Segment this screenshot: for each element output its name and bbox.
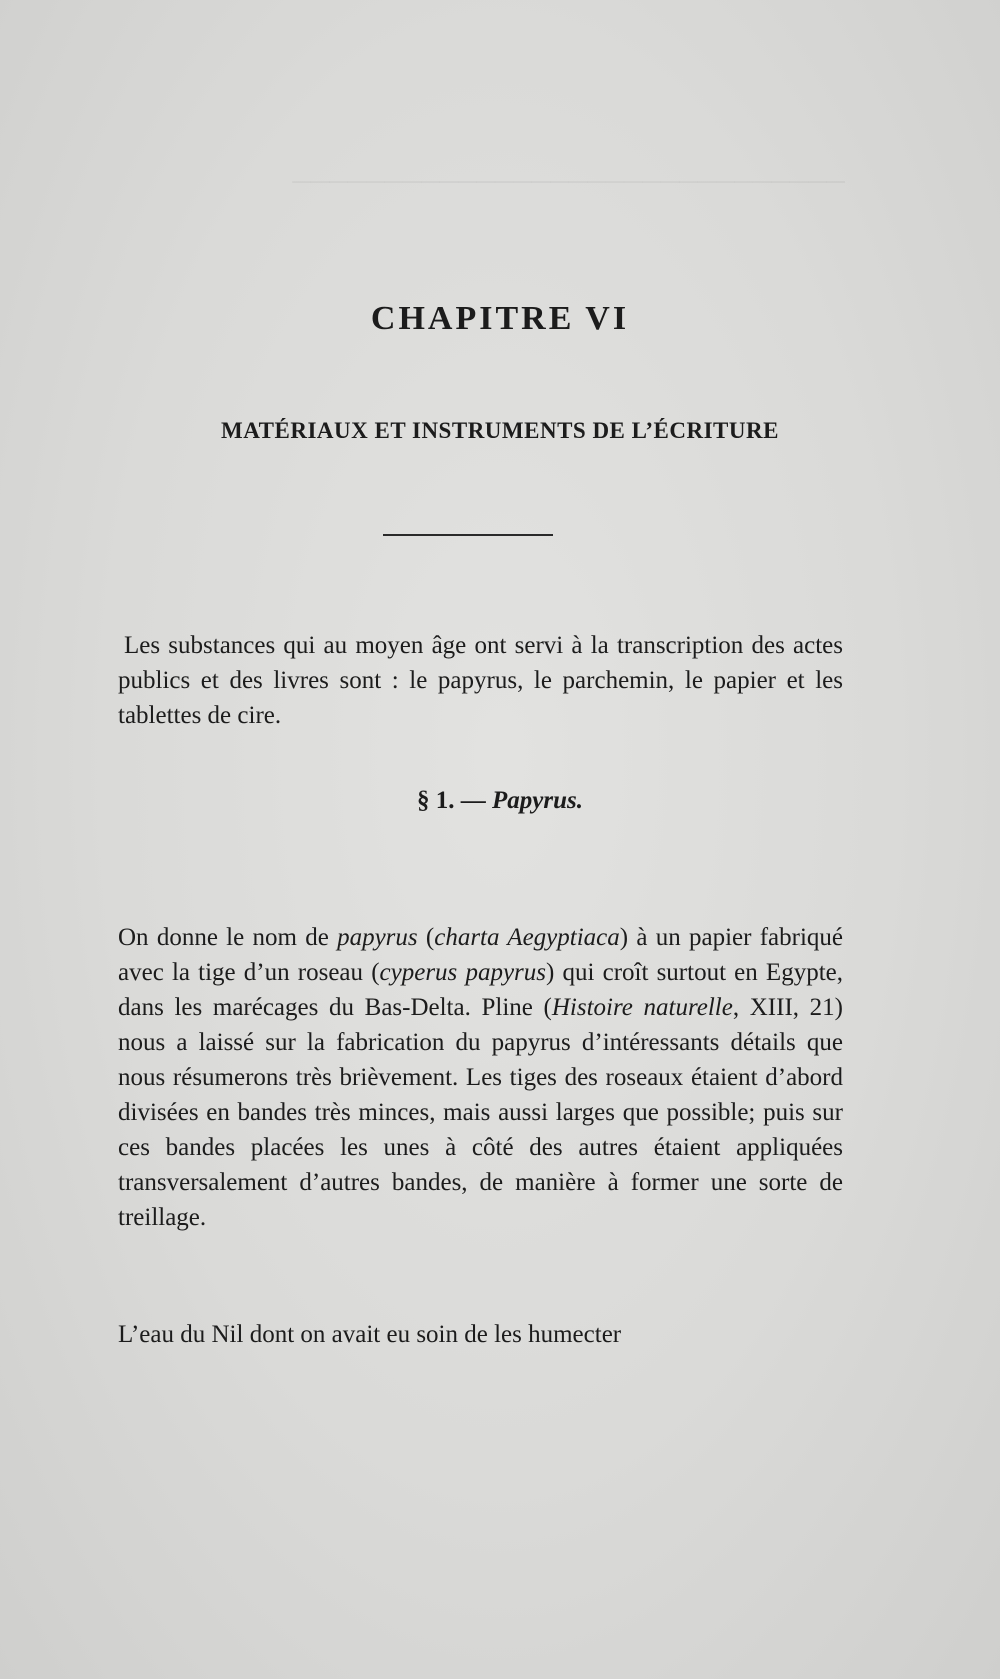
body-text: ) qui croît surtout en Egypte, dans les marécages du Bas-Delta. Pline ( [118, 959, 843, 1021]
body-italic: cyperus papyrus [379, 959, 546, 986]
body-paragraph-2: L’eau du Nil dont on avait eu soin de les humecter [118, 1321, 622, 1348]
chapter-title: CHAPITRE VI [370, 300, 630, 337]
title-divider [383, 534, 553, 536]
show-through-texture: ────────────────────────────── [292, 167, 845, 196]
body-text: On donne le nom de [118, 924, 338, 951]
body-text: , XIII, 21) nous a laissé sur la fabrication du papyrus d’intéressants détails que nous résumerons très brièvement. Les tiges des roseaux étaient d’abord divisées en bandes très minces, mais aussi larges que possible; puis sur ces bandes placées les unes à côté des autres étaient appliquées transversalement d’autres bandes, de manière à former une sorte de treillage. [118, 994, 843, 1231]
section-heading [0, 787, 1000, 815]
chapter-subtitle: MATÉRIAUX ET INSTRUMENTS DE L’ÉCRITURE [221, 418, 779, 443]
body-text: ( [417, 924, 435, 951]
body-italic: papyrus [337, 924, 418, 951]
body-text: ) à un papier fabriqué avec la tige d’un roseau ( [118, 924, 843, 986]
intro-paragraph: Les substances qui au moyen âge ont servi à la transcription des actes publics et des livres sont : le papyrus, le parchemin, le papier et les tablettes de cire. [118, 632, 843, 729]
body-italic: Histoire naturelle [551, 994, 733, 1021]
body-italic: charta Aegyptiaca [434, 924, 620, 951]
section-number: § 1. — [417, 787, 486, 814]
body-paragraph-1 [118, 920, 843, 1235]
section-name: Papyrus. [492, 787, 583, 814]
